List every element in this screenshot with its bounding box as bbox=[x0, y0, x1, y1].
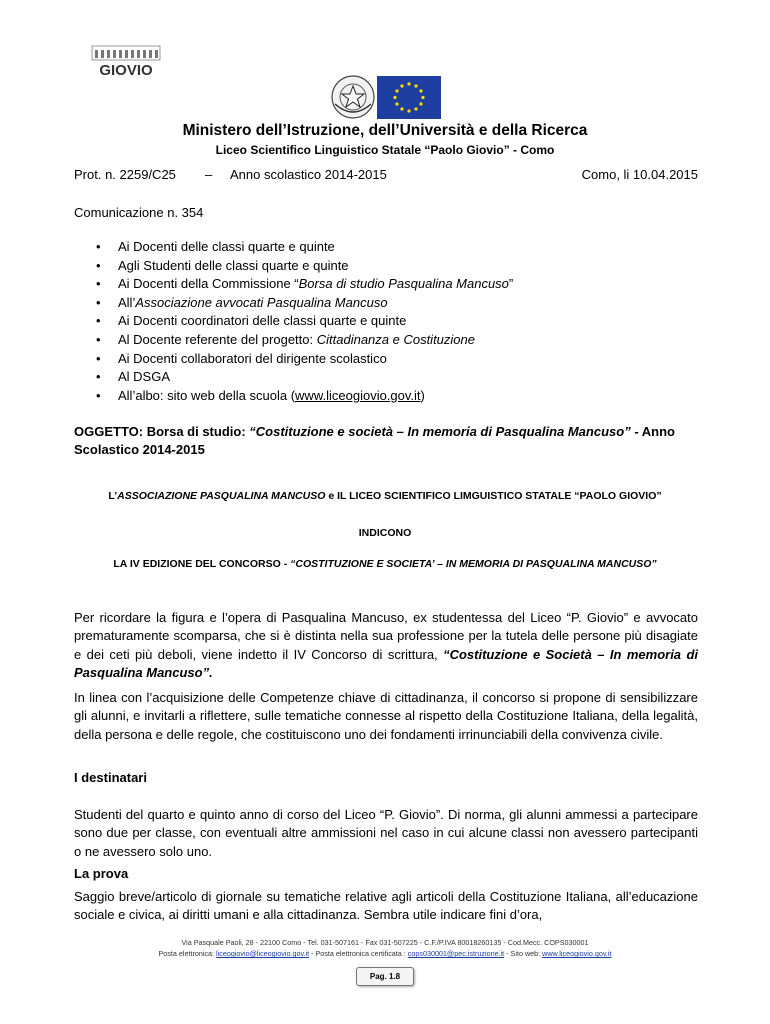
list-item: • Ai Docenti collaboratori del dirigente scolastico bbox=[74, 350, 513, 369]
list-item: • Ai Docenti delle classi quarte e quinte bbox=[74, 238, 513, 257]
protocol-number: Prot. n. 2259/C25 bbox=[74, 167, 176, 182]
subject-line: OGGETTO: Borsa di studio: “Costituzione e società – In memoria di Pasqualina Mancuso” - Anno Scolastico 2014-2015 bbox=[74, 424, 675, 457]
svg-text:GIOVIO: GIOVIO bbox=[99, 62, 153, 78]
list-item: • All’albo: sito web della scuola (www.liceogiovio.gov.it) bbox=[74, 387, 513, 406]
recipients-heading: I destinatari bbox=[74, 770, 147, 785]
list-item: • Al Docente referente del progetto: Cittadinanza e Costituzione bbox=[74, 331, 513, 350]
announcement-line: L’ASSOCIAZIONE PASQUALINA MANCUSO e IL LICEO SCIENTIFICO LIMGUISTICO STATALE “PAOLO GIOVIO” bbox=[108, 490, 662, 502]
indicono-heading: INDICONO bbox=[358, 527, 412, 539]
pec-link[interactable]: cops030001@pec.istruzione.it bbox=[407, 949, 505, 958]
footer-address: Via Pasquale Paoli, 28 - 22100 Como - Tel. 031-507161 - Fax 031-507225 - C.F./P.IVA 80018260135 - Cod.Mecc. COPS030001 bbox=[181, 938, 589, 947]
edition-line: LA IV EDIZIONE DEL CONCORSO - “COSTITUZIONE E SOCIETA’ – IN MEMORIA DI PASQUALINA MANCUSO” bbox=[113, 558, 657, 570]
protocol-dash: – bbox=[205, 167, 213, 182]
intro-paragraph: Per ricordare la figura e l’opera di Pasqualina Mancuso, ex studentessa del Liceo “P. Giovio” e avvocato prematuramente scomparsa, che si è distinta nella sua professione per la tutela delle persone più disagiate e dei ceti più deboli, viene indetto il IV Concorso di scrittura, “Costituzione e Società – In memoria di Pasqualina Mancuso”. bbox=[74, 610, 698, 681]
list-item: • Agli Studenti delle classi quarte e quinte bbox=[74, 257, 513, 276]
list-item: • All’Associazione avvocati Pasqualina Mancuso bbox=[74, 294, 513, 313]
school-website-link[interactable]: www.liceogiovio.gov.it bbox=[295, 387, 421, 403]
list-item: • Al DSGA bbox=[74, 368, 513, 387]
recipients-paragraph: Studenti del quarto e quinto anno di corso del Liceo “P. Giovio”. Di norma, gli alunni ammessi a partecipare sono due per classe, con eventuali altre ammissioni nel caso in cui alcune classi non avessero partecipanti o ne avessero solo uno. bbox=[74, 807, 698, 859]
email-link[interactable]: liceogiovio@liceogiovio.gov.it bbox=[216, 949, 310, 958]
list-item: • Ai Docenti della Commissione “Borsa di studio Pasqualina Mancuso” bbox=[74, 275, 513, 294]
competences-paragraph: In linea con l’acquisizione delle Competenze chiave di cittadinanza, il concorso si propone di sensibilizzare gli alunni, e invitarli a riflettere, sulle tematiche connesse al rispetto della Costituzione Italiana, della legalità, della persona e delle regole, che costituiscono uno dei fondamenti irrinunciabili della convivenza civile. bbox=[74, 690, 698, 742]
test-paragraph: Saggio breve/articolo di giornale su tematiche relative agli articoli della Costituzione Italiana, all’educazione sociale e civica, ai diritti umani e alla cittadinanza. Sembra utile indicare fini d’ora, bbox=[74, 889, 698, 923]
communication-number: Comunicazione n. 354 bbox=[74, 205, 204, 220]
school-year: Anno scolastico 2014-2015 bbox=[230, 167, 387, 182]
list-item: • Ai Docenti coordinatori delle classi quarte e quinte bbox=[74, 312, 513, 331]
school-name: Liceo Scientifico Linguistico Statale “Paolo Giovio” - Como bbox=[215, 143, 555, 157]
eu-flag bbox=[377, 76, 441, 119]
footer-contacts: Posta elettronica: liceogiovio@liceogiovio.gov.it - Posta elettronica certificata : cops030001@pec.istruzione.it - Sito web: www.liceogiovio.gov.it bbox=[158, 949, 612, 958]
recipients-list bbox=[74, 238, 513, 405]
italian-republic-emblem bbox=[330, 74, 376, 120]
page-number: Pag. 1.8 bbox=[356, 967, 414, 986]
ministry-title: Ministero dell’Istruzione, dell’Università e della Ricerca bbox=[182, 122, 588, 139]
website-link[interactable]: www.liceogiovio.gov.it bbox=[542, 949, 612, 958]
test-heading: La prova bbox=[74, 866, 129, 881]
school-logo bbox=[90, 44, 162, 78]
place-date: Como, li 10.04.2015 bbox=[581, 167, 698, 182]
